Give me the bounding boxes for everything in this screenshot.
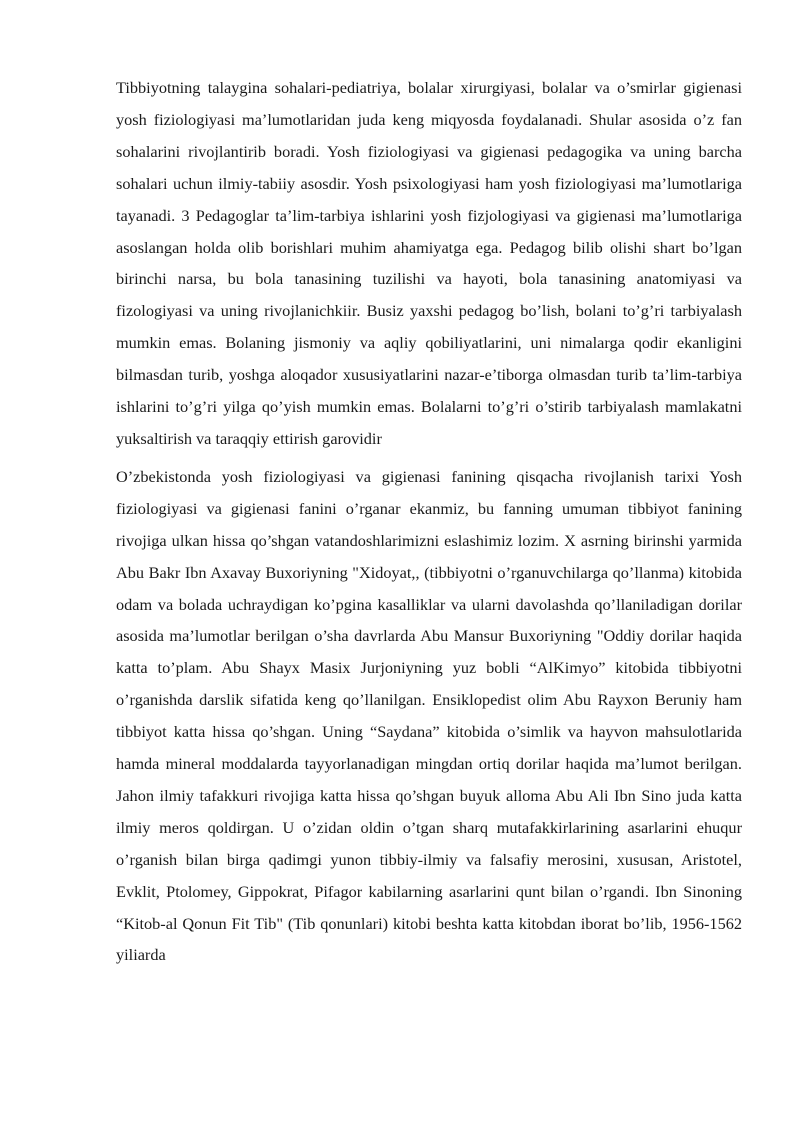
paragraph-history-uzbekistan: O’zbekistonda yosh fiziologiyasi va gigienasi fanining qisqacha rivojlanish tarixi Yosh fiziologiyasi va gigienasi fanini o’rganar ekanmiz, bu fanning umuman tibbiyot fanining rivojiga ulkan hissa qo’shgan vatandoshlarimizni eslashimiz lozim. X asrning birinshi yarmida Abu Bakr Ibn Axavay Buxoriyning "Xidoyat,, (tibbiyotni o’rganuvchilarga qo’llanma) kitobida odam va bolada uchraydigan ko’pgina kasalliklar va ularni davolashda qo’llaniladigan dorilar asosida ma’lumotlar berilgan o’sha davrlarda Abu Mansur Buxoriyning "Oddiy dorilar haqida katta to’plam. Abu Shayx Masix Jurjoniyning yuz bobli “AlKimyo” kitobida tibbiyotni o’rganishda darslik sifatida keng qo’llanilgan. Ensiklopedist olim Abu Rayxon Beruniy ham tibbiyot katta hissa qo’shgan. Uning “Saydana” kitobida o’simlik va hayvon mahsulotlarida hamda mineral moddalarda tayyorlanadigan mingdan ortiq dorilar haqida ma’lumot berilgan. Jahon ilmiy tafakkuri rivojiga katta hissa qo’shgan buyuk alloma Abu Ali Ibn Sino juda katta ilmiy meros qoldirgan. U o’zidan oldin o’tgan sharq mutafakkirlarining asarlarini ehuqur o’rganish bilan birga qadimgi yunon tibbiy-ilmiy va falsafiy merosini, xususan, Aristotel, Evklit, Ptolomey, Gippokrat, Pifagor kabilarning asarlarini qunt bilan o’rgandi. Ibn Sinoning “Kitob-al Qonun Fit Tib" (Tib qonunlari) kitobi beshta katta kitobdan iborat bo’lib, 1956-1562 yiliarda <box>116 466 742 965</box>
paragraph-pedagogy-foundations: Tibbiyotning talaygina sohalari-pediatriya, bolalar xirurgiyasi, bolalar va o’smirlar gigienasi yosh fiziologiyasi ma’lumotlaridan juda keng miqyosda foydalanadi. Shular asosida o’z fan sohalarini rivojlantirib boradi. Yosh fiziologiyasi va gigienasi pedagogika va uning barcha sohalari uchun ilmiy-tabiiy asosdir. Yosh psixologiyasi ham yosh fiziologiyasi ma’lumotlariga tayanadi. 3 Pedagoglar ta’lim-tarbiya ishlarini yosh fizjologiyasi va gigienasi ma’lumotlariga asoslangan holda olib borishlari muhim ahamiyatga ega. Pedagog bilib olishi shart bo’lgan birinchi narsa, bu bola tanasining tuzilishi va hayoti, bola tanasining anatomiyasi va fizologiyasi va uning rivojlanichkiir. Busiz yaxshi pedagog bo’lish, bolani to’g’ri tarbiyalash mumkin emas. Bolaning jismoniy va aqliy qobiliyatlarini, uni nimalarga qodir ekanligini bilmasdan turib, yoshga aloqador xususiyatlarini nazar-e’tiborga olmasdan turib ta’lim-tarbiya ishlarini to’g’ri yilga qo’yish mumkin emas. Bolalarni to’g’ri o’stirib tarbiyalash mamlakatni yuksaltirish va taraqqiy ettirish garovidir <box>116 78 742 448</box>
document-body <box>116 72 742 971</box>
